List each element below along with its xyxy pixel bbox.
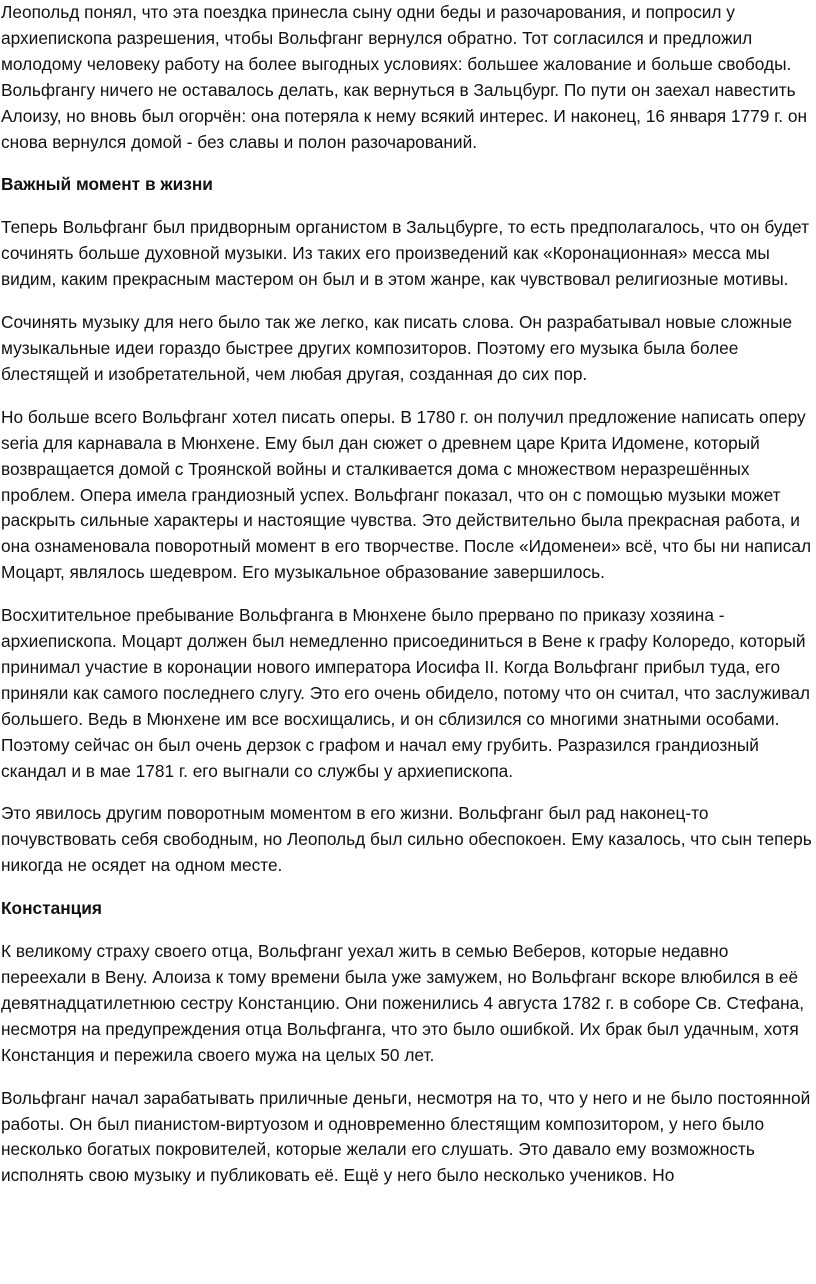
- paragraph-composing-ease: Сочинять музыку для него было так же легко, как писать слова. Он разрабатывал новые сложные музыкальные идеи гораздо быстрее других композиторов. Поэтому его музыка была более блестящей и изобретательной, чем любая другая, созданная до сих пор.: [1, 312, 793, 384]
- heading-important-moment: Важный момент в жизни: [1, 174, 213, 195]
- paragraph-vienna-dismissal: Восхитительное пребывание Вольфганга в Мюнхене было прервано по приказу хозяина - архиепископа. Моцарт должен был немедленно присоединиться в Вене к графу Колоредо, который принимал участие в коронации нового императора Иосифа II. Когда Вольфганг прибыл туда, его приняли как самого последнего слугу. Это его очень обидело, потому что он считал, что заслуживал большего. Ведь в Мюнхене им все восхищались, и он сблизился со многими знатными особами. Поэтому сейчас он был очень дерзок с графом и начал ему грубить. Разразился грандиозный скандал и в мае 1781 г. его выгнали со службы у архиепископа.: [1, 605, 810, 781]
- paragraph-turning-point: Это явилось другим поворотным моментом в его жизни. Вольфганг был рад наконец-то почувствовать себя свободным, но Леопольд был сильно обеспокоен. Ему казалось, что сын теперь никогда не осядет на одном месте.: [1, 803, 812, 876]
- paragraph-return-to-salzburg: Леопольд понял, что эта поездка принесла сыну одни беды и разочарования, и попросил у архиепископа разрешения, чтобы Вольфганг вернулся обратно. Тот согласился и предложил молодому человеку работу на более выгодных условиях: большее жалование и больше свободы. Вольфгангу ничего не оставалось делать, как вернуться в Зальцбург. По пути он заехал навестить Алоизу, но вновь был огорчён: она потеряла к нему всякий интерес. И наконец, 16 января 1779 г. он снова вернулся домой - без славы и полон разочарований.: [1, 2, 808, 152]
- paragraph-weber-family: К великому страху своего отца, Вольфганг уехал жить в семью Веберов, которые недавно переехали в Вену. Алоиза к тому времени была уже замужем, но Вольфганг вскоре влюбился в её девятнадцатилетнюю сестру Констанцию. Они поженились 4 августа 1782 г. в соборе Св. Стефана, несмотря на предупреждения отца Вольфганга, что это было ошибкой. Их брак был удачным, хотя Констанция и пережила своего мужа на целых 50 лет.: [1, 941, 805, 1065]
- heading-constanze: Констанция: [1, 898, 102, 919]
- paragraph-idomeneo: Но больше всего Вольфганг хотел писать оперы. В 1780 г. он получил предложение написать оперу seria для карнавала в Мюнхене. Ему был дан сюжет о древнем царе Крита Идомене, который возвращается домой с Троянской войны и сталкивается дома с множеством неразрешённых проблем. Опера имела грандиозный успех. Вольфганг показал, что он с помощью музыки может раскрыть сильные характеры и настоящие чувства. Это действительно была прекрасная работа, и она ознаменовала поворотный момент в его творчестве. После «Идоменеи» всё, что бы ни написал Моцарт, являлось шедевром. Его музыкальное образование завершилось.: [1, 406, 812, 583]
- paragraph-court-organist: Теперь Вольфганг был придворным органистом в Зальцбурге, то есть предполагалось, что он будет сочинять больше духовной музыки. Из таких его произведений как «Коронационная» месса мы видим, каким прекрасным мастером он был и в этом жанре, как чувствовал религиозные мотивы.: [1, 217, 809, 290]
- paragraph-earning-money: Вольфганг начал зарабатывать приличные деньги, несмотря на то, что у него и не было постоянной работы. Он был пианистом-виртуозом и одновременно блестящим композитором, у него было несколько богатых покровителей, которые желали его слушать. Это давало ему возможность исполнять свою музыку и публиковать её. Ещё у него было несколько учеников. Но: [1, 1087, 811, 1186]
